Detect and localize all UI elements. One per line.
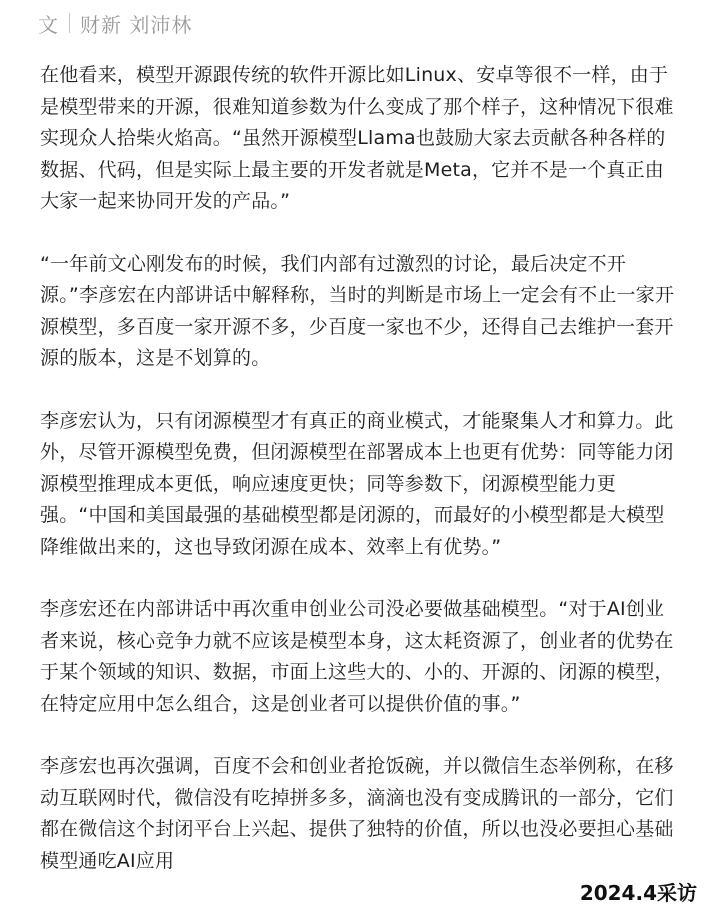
article-body xyxy=(40,60,680,877)
byline-prefix: 文 xyxy=(38,12,59,37)
paragraph-5: 李彦宏也再次强调，百度不会和创业者抢饭碗，并以微信生态举例称，在移动互联网时代，微信没有吃掉拼多多，滴滴也没有变成腾讯的一部分，它们都在微信这个封闭平台上兴起、提供了独特的价值，所以也没必要担心基础模型通吃AI应用 xyxy=(40,755,674,872)
paragraph-2: “一年前文心刚发布的时候，我们内部有过激烈的讨论，最后决定不开源。”李彦宏在内部讲话中解释称，当时的判断是市场上一定会有不止一家开源模型，多百度一家开源不多，少百度一家也不少，还得自己去维护一套开源的版本，这是不划算的。 xyxy=(40,252,675,369)
paragraph-3: 李彦宏认为，只有闭源模型才有真正的商业模式，才能聚集人才和算力。此外，尽管开源模型免费，但闭源模型在部署成本上也更有优势：同等能力闭源模型推理成本更低，响应速度更快；同等参数下，闭源模型能力更强。“中国和美国最强的基础模型都是闭源的，而最好的小模型都是大模型降维做出来的，这也导致闭源在成本、效率上有优势。” xyxy=(40,409,674,558)
byline xyxy=(38,8,192,38)
paragraph-1: 在他看来，模型开源跟传统的软件开源比如Linux、安卓等很不一样，由于是模型带来的开源，很难知道参数为什么变成了那个样子，这种情况下很难实现众人拾柴火焰高。“虽然开源模型Llama也鼓励大家去贡献各种各样的数据、代码，但是实际上最主要的开发者就是Meta，它并不是一个真正由大家一起来协同开发的产品。” xyxy=(40,64,674,212)
paragraph-4: 李彦宏还在内部讲话中再次重申创业公司没必要做基础模型。“对于AI创业者来说，核心竞争力就不应该是模型本身，这太耗资源了，创业者的优势在于某个领域的知识、数据，市面上这些大的、小的、开源的、闭源的模型，在特定应用中怎么组合，这是创业者可以提供价值的事。” xyxy=(40,598,674,715)
byline-divider xyxy=(69,13,70,33)
byline-source: 财新 刘沛林 xyxy=(80,12,193,37)
date-stamp: 2024.4采访 xyxy=(579,881,697,905)
